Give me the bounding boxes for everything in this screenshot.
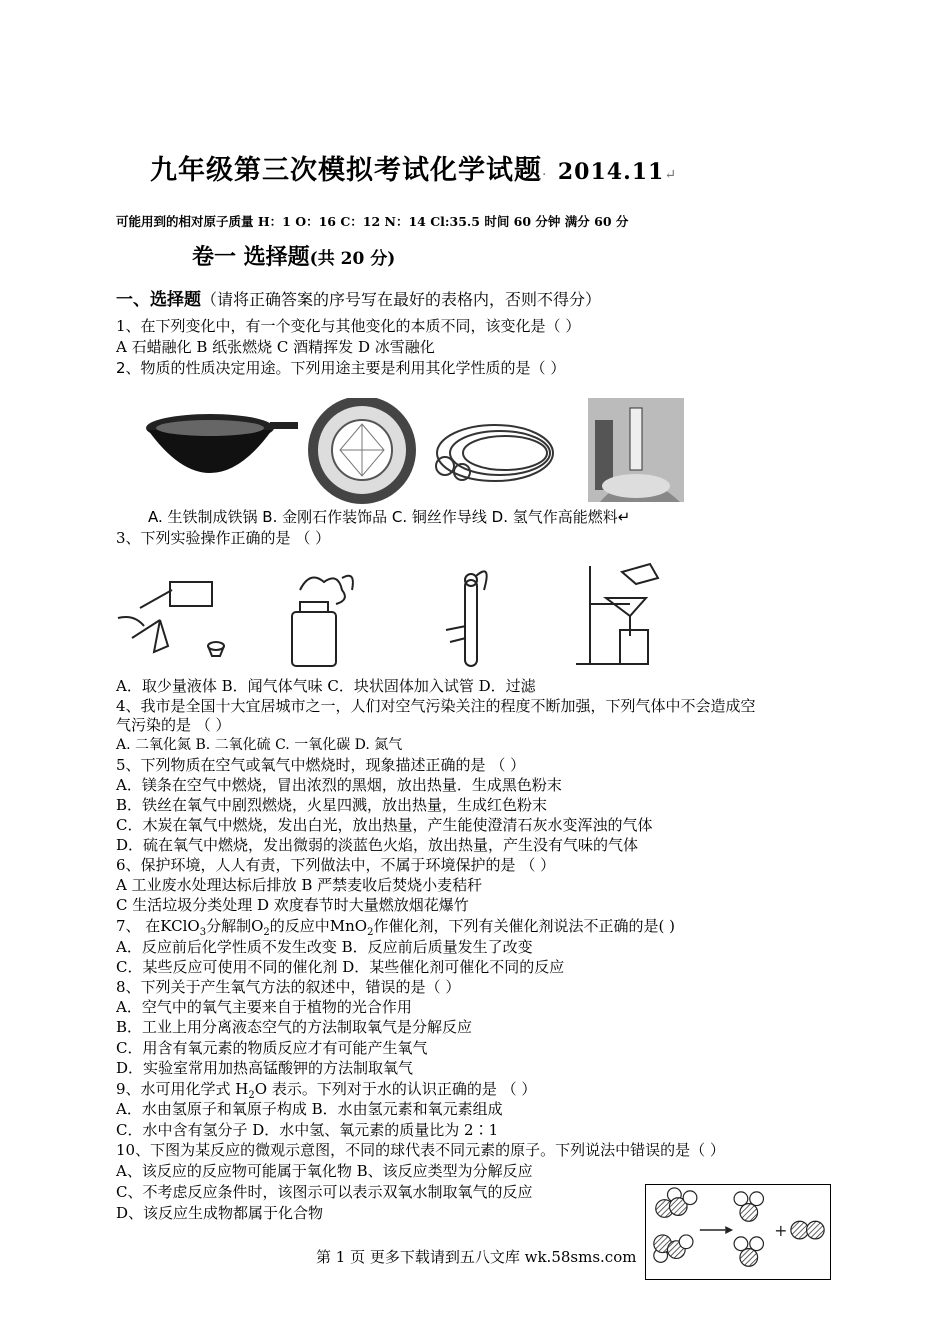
q9-options-cd: C．水中含有氢分子 D．水中氢、氧元素的质量比为 2∶1 bbox=[116, 1121, 499, 1139]
q1-options: A 石蜡融化 B 纸张燃烧 C 酒精挥发 D 冰雪融化 bbox=[116, 338, 435, 356]
q8-stem: 8、下列关于产生氧气方法的叙述中，错误的是（ ） bbox=[116, 978, 461, 996]
title-text: 九年级第三次模拟考试化学试题 bbox=[150, 155, 542, 186]
q8-option-c: C．用含有氧元素的物质反应才有可能产生氧气 bbox=[116, 1039, 428, 1057]
q1-stem: 1、在下列变化中，有一个变化与其他变化的本质不同，该变化是（ ） bbox=[116, 317, 581, 335]
volume-heading bbox=[192, 240, 395, 271]
q10-options-ab: A、该反应的反应物可能属于氧化物 B、该反应类型为分解反应 bbox=[116, 1162, 533, 1180]
q10-option-d: D、该反应生成物都属于化合物 bbox=[116, 1204, 324, 1222]
q8-option-d: D．实验室常用加热高锰酸钾的方法制取氧气 bbox=[116, 1059, 414, 1077]
q10-stem: 10、下图为某反应的微观示意图，不同的球代表不同元素的原子。下列说法中错误的是（ ） bbox=[116, 1141, 725, 1159]
q5-stem: 5、下列物质在空气或氧气中燃烧时，现象描述正确的是 （ ） bbox=[116, 756, 526, 774]
section-note: （请将正确答案的序号写在最好的表格内，否则不得分） bbox=[201, 290, 602, 309]
q4-options: A. 二氧化氮 B. 二氧化硫 C. 一氧化碳 D. 氮气 bbox=[116, 737, 403, 753]
take-liquid-drawing bbox=[118, 582, 224, 656]
q9-options-ab: A．水由氢原子和氧原子构成 B．水由氢元素和氧元素组成 bbox=[116, 1100, 503, 1118]
q7-stem: 7、 在KClO$_3$分解制$O_2$的反应中MnO$_2$作催化剂，下列有关催化剂说法不正确的是( ) bbox=[116, 917, 675, 938]
page-title: 九年级第三次模拟考试化学试题· 2014.11↵ bbox=[150, 155, 678, 186]
q7-options-ab: A．反应前后化学性质不发生改变 B．反应前后质量发生了改变 bbox=[116, 938, 533, 956]
q5-option-c: C．木炭在氧气中燃烧，发出白光，放出热量，产生能使澄清石灰水变浑浊的气体 bbox=[116, 816, 653, 834]
reactant-molecules bbox=[654, 1188, 697, 1262]
q2-pictures bbox=[140, 398, 720, 504]
section-heading bbox=[116, 285, 601, 310]
reaction-arrow bbox=[700, 1226, 733, 1234]
q10-option-c: C、不考虑反应条件时，该图示可以表示双氧水制取氧气的反应 bbox=[116, 1183, 533, 1201]
iron-wok-picture bbox=[146, 414, 298, 473]
q3-options: A．取少量液体 B．闻气体气味 C．块状固体加入试管 D．过滤 bbox=[116, 677, 536, 695]
q9-stem: 9、水可用化学式 $H_2O$ 表示。下列对于水的认识正确的是 （ ） bbox=[116, 1080, 537, 1101]
q2-caption: A. 生铁制成铁锅 B. 金刚石作装饰品 C. 铜丝作导线 D. 氢气作高能燃料↵ bbox=[148, 508, 631, 526]
q3-stem: 3、下列实验操作正确的是 （ ） bbox=[116, 529, 331, 547]
q5-option-d: D．硫在氧气中燃烧，发出微弱的淡蓝色火焰，放出热量，产生没有气味的气体 bbox=[116, 836, 639, 854]
q8-option-a: A．空气中的氧气主要来自于植物的光合作用 bbox=[116, 998, 412, 1016]
q6-options-ab: A 工业废水处理达标后排放 B 严禁麦收后焚烧小麦秸秆 bbox=[116, 876, 483, 894]
product-molecules bbox=[734, 1192, 763, 1266]
return-mark: ↵ bbox=[664, 167, 678, 183]
hydrogen-fuel-rocket-picture bbox=[588, 398, 684, 502]
page-footer: 第 1 页 更多下载请到五八文库 wk.58sms.com bbox=[316, 1248, 637, 1266]
q6-options-cd: C 生活垃圾分类处理 D 欢度春节时大量燃放烟花爆竹 bbox=[116, 896, 469, 914]
diamond-picture bbox=[308, 398, 416, 504]
volume-score: (共 20 分) bbox=[309, 249, 396, 269]
q7-options-cd: C．某些反应可使用不同的催化剂 D．某些催化剂可催化不同的反应 bbox=[116, 958, 565, 976]
title-year: 2014.11 bbox=[557, 159, 665, 185]
q10-reaction-diagram bbox=[645, 1184, 831, 1280]
q6-stem: 6、保护环境，人人有责，下列做法中，不属于环境保护的是 （ ） bbox=[116, 856, 556, 874]
q4-stem-line1: 4、我市是全国十大宜居城市之一，人们对空气污染关注的程度不断加强，下列气体中不会造成空 bbox=[116, 697, 756, 715]
atomic-mass-line: 可能用到的相对原子质量 H：1 O：16 C：12 N：14 Cl:35.5 时间 60 分钟 满分 60 分 bbox=[116, 214, 629, 229]
q5-option-a: A．镁条在空气中燃烧，冒出浓烈的黑烟，放出热量．生成黑色粉末 bbox=[116, 776, 562, 794]
q3-lab-drawings bbox=[110, 560, 710, 672]
filtration-drawing bbox=[576, 564, 658, 664]
smell-gas-drawing bbox=[292, 576, 353, 666]
section-label: 一、选择题 bbox=[116, 290, 201, 310]
volume-label: 卷一 选择题 bbox=[192, 244, 310, 270]
q8-option-b: B．工业上用分离液态空气的方法制取氧气是分解反应 bbox=[116, 1018, 473, 1036]
oxygen-molecule bbox=[791, 1221, 824, 1239]
q2-stem: 2、物质的性质决定用途。下列用途主要是利用其化学性质的是（ ） bbox=[116, 359, 566, 377]
q4-stem-line2: 气污染的是 （ ） bbox=[116, 716, 231, 734]
copper-wire-picture bbox=[436, 425, 553, 481]
q5-option-b: B．铁丝在氧气中剧烈燃烧，火星四溅，放出热量，生成红色粉末 bbox=[116, 796, 548, 814]
plus-sign: + bbox=[774, 1220, 788, 1240]
add-solid-drawing bbox=[446, 571, 487, 666]
